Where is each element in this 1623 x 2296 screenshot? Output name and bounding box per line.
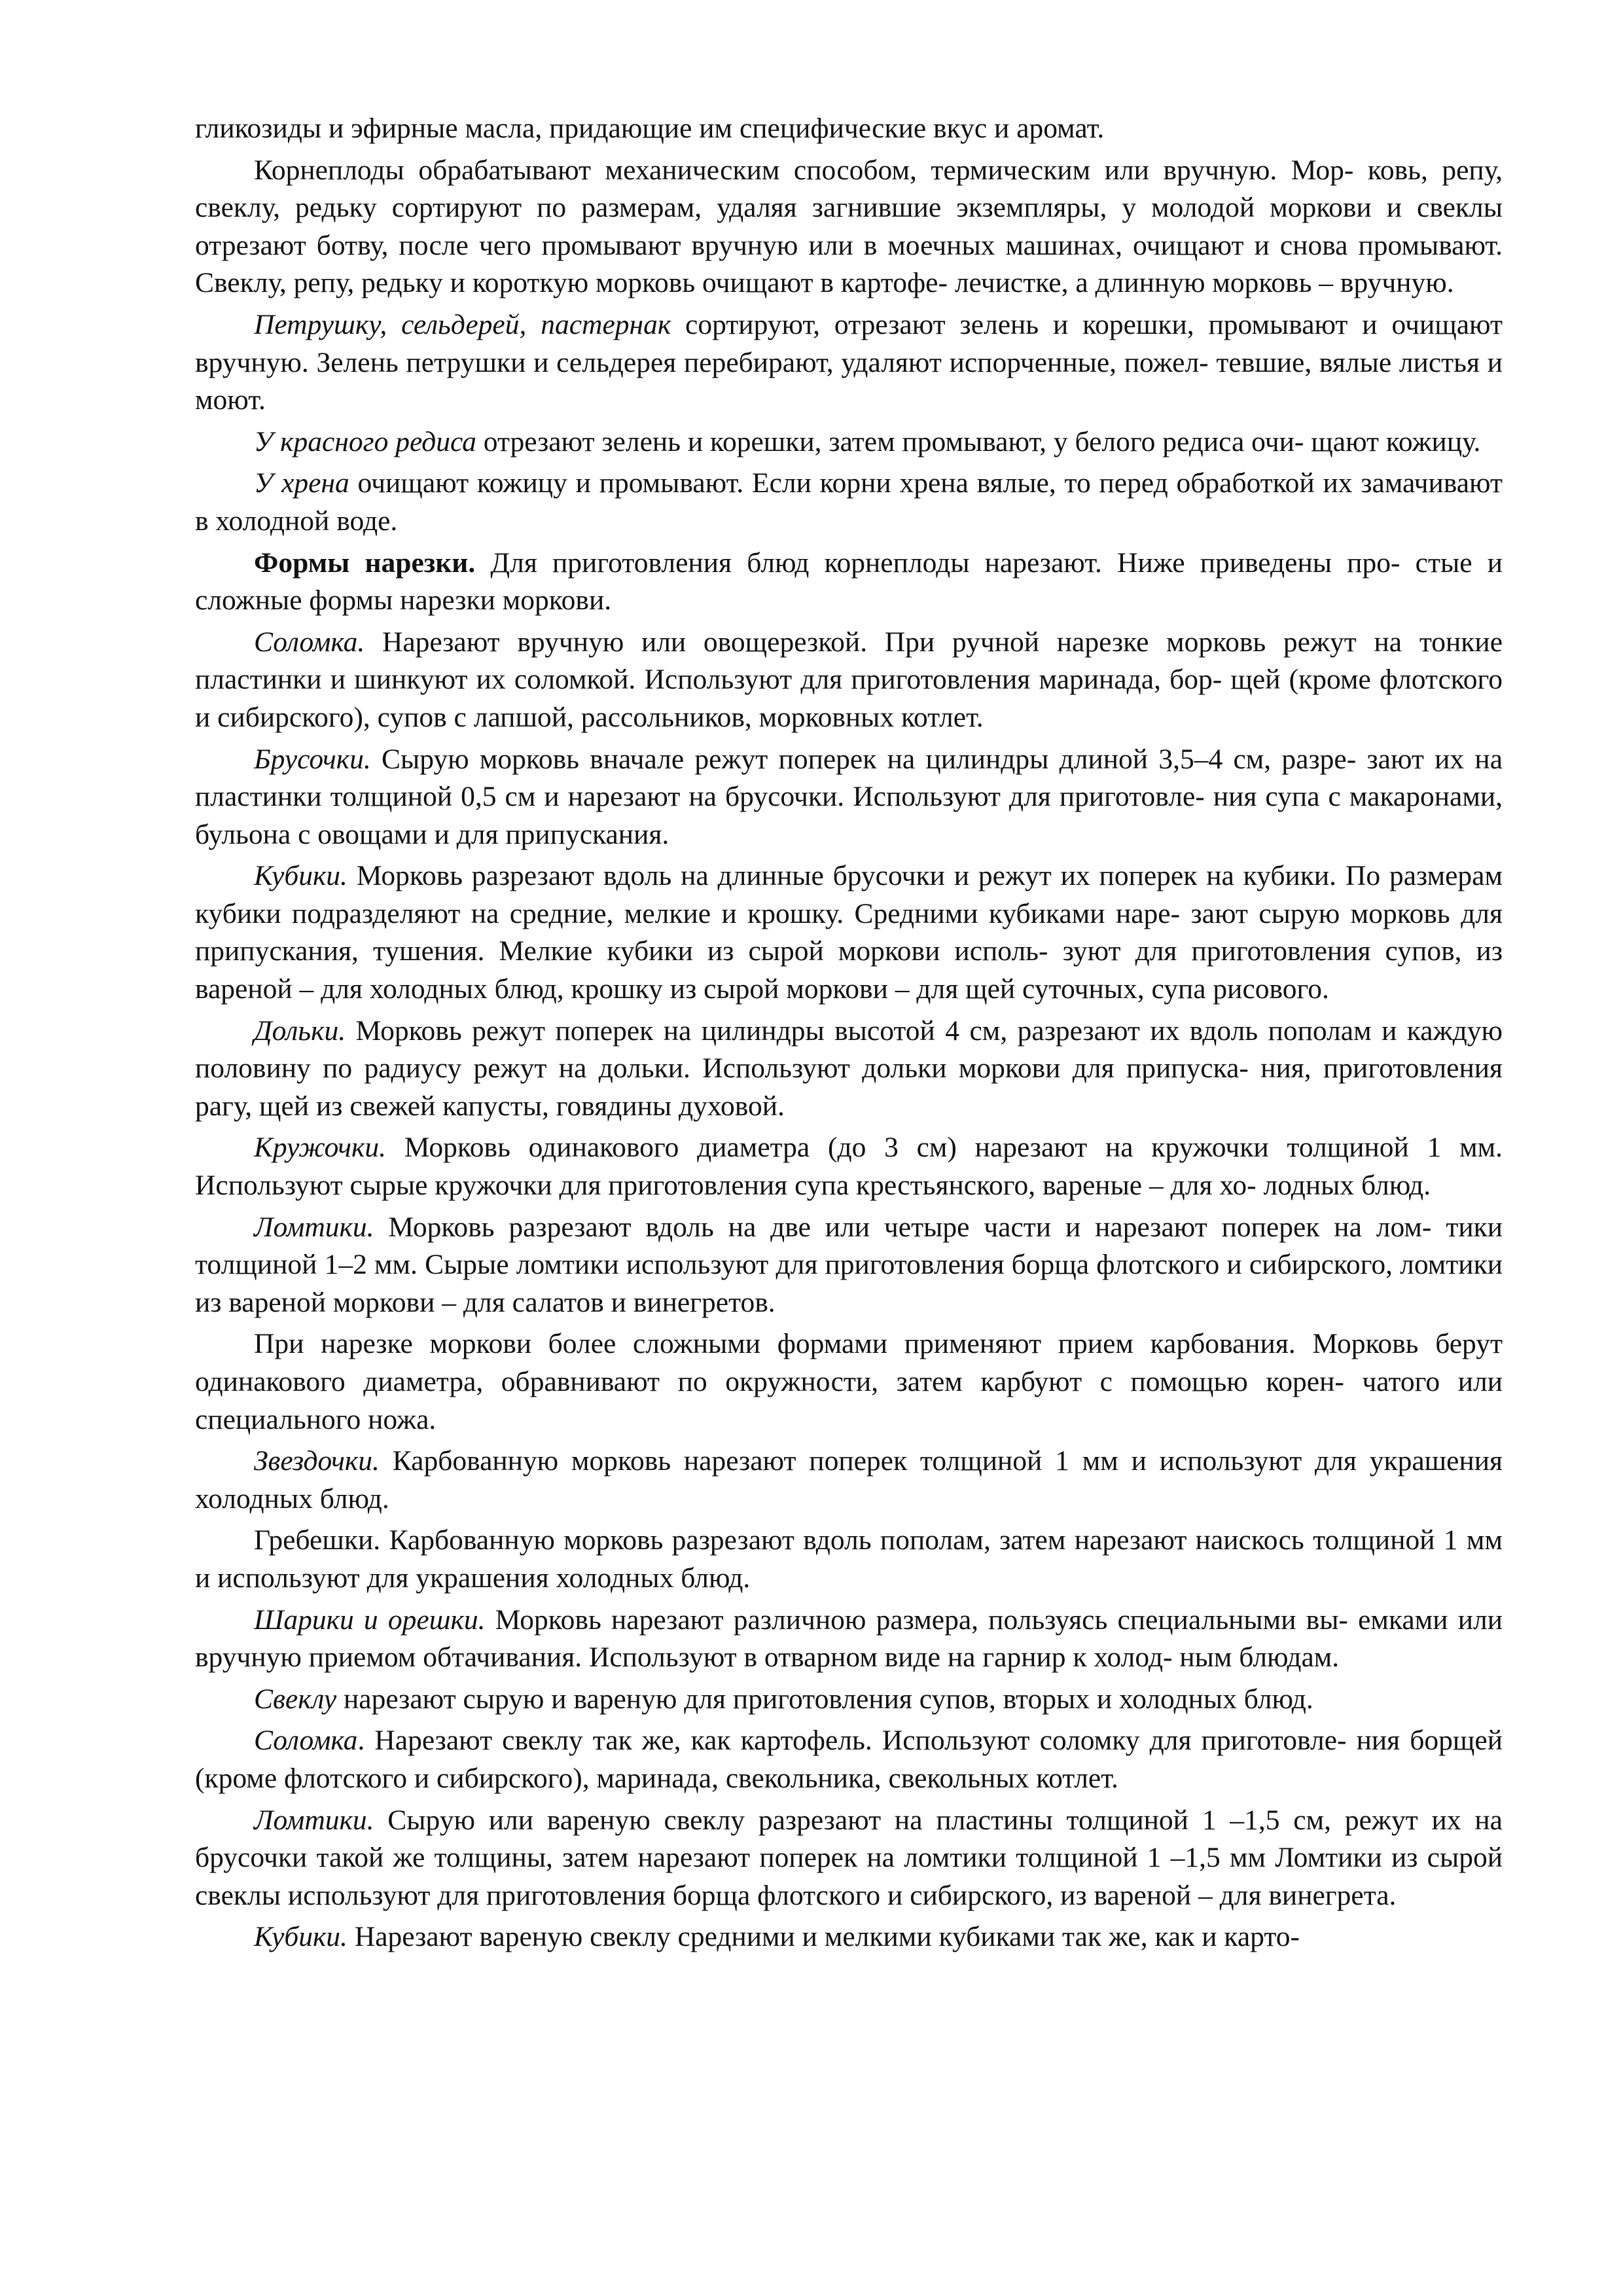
text-line [254,626,1402,658]
text-run: тонкие пластинки и шинкуют их соломкой. Используют для приготовления маринада, бор- [195,626,1503,696]
paragraph [195,1443,1503,1518]
paragraph [195,1722,1503,1797]
text-run: щей (кроме флотского и сибирского), супов с лапшой, рассольников, морковных котлет. [195,664,1503,733]
text-line [254,1328,1419,1359]
paragraph [195,545,1503,620]
paragraph [195,1522,1503,1597]
text-line [254,1445,1357,1477]
text-line [254,1683,1313,1715]
text-run: Нарезают вареную свеклу средними и мелкими кубиками так же, как и карто- [347,1921,1300,1953]
text-run: Морковь разрезают вдоль на две или четыре части и нарезают поперек на лом- [374,1211,1432,1243]
italic-term: Звездочки. [254,1445,380,1477]
paragraph [195,465,1503,540]
text-run: тики толщиной 1–2 мм. Сырые ломтики используют для приготовления борща флотского и [195,1211,1503,1281]
paragraph [195,857,1503,1008]
italic-term: Ломтики. [254,1804,374,1836]
text-run: зуют для приготовления супов, из вареной – для холодных блюд, крошку из сырой моркови – [195,935,1503,1005]
paragraph [195,110,1503,148]
text-line [916,973,1329,1005]
text-run: и каждую половину по радиусу режут на дольки. Используют дольки моркови для припуска- [195,1014,1503,1085]
text-run: отрезают зелень и корешки, затем промывают, у белого редиса очи- [476,425,1304,457]
text-line [254,467,1315,499]
paragraph [195,1325,1503,1439]
italic-term: Кубики. [254,1921,348,1953]
text-line [254,426,1304,457]
text-line [254,547,1400,579]
text-run: берут одинакового диаметра, обравнивают по окружности, затем карбуют с помощью корен- [195,1328,1503,1397]
text-line [254,1804,1418,1836]
text-run: гликозиды и эфирные масла, придающие им специфические вкус и аромат. [195,113,1105,144]
italic-term: Дольки. [254,1014,346,1047]
paragraph [195,624,1503,737]
text-run: Морковь разрезают вдоль на длинные брусочки и режут их поперек на кубики. [347,860,1337,892]
text-run: очищают вручную. Зелень петрушки и сельдерея перебирают, удаляют испорченные, пожел- [195,308,1503,378]
text-run: Нарезают вручную или овощерезкой. При ручной нарезке морковь режут на [365,626,1402,658]
text-run: лечистке, а длинную морковь – вручную. [954,267,1454,299]
text-run: Морковь нарезают различною размера, пользуясь специальными вы- [485,1604,1348,1636]
text-run: Морковь режут поперек на цилиндры высотой 4 см, разрезают их вдоль пополам [346,1014,1372,1047]
text-run: моркови и свеклы отрезают ботву, после чего промывают вручную или в моечных машинах, [195,192,1503,261]
paragraph [195,1918,1503,1956]
text-line [1264,1170,1431,1201]
italic-term: Свеклу [254,1683,337,1715]
text-run: чатого или специального ножа. [195,1366,1503,1435]
text-run: их на брусочки такой же толщины, затем нарезают поперек на ломтики толщиной 1 –1,5 мм [195,1804,1503,1874]
text-run: Сырую морковь вначале режут поперек на цилиндры длиной 3,5–4 см, разре- [370,743,1357,775]
text-line [254,1604,1348,1636]
text-line [254,1524,1304,1556]
text-run: украшения холодных блюд. [195,1445,1503,1515]
text-run: ния супа с макаронами, бульона с овощами и для припускания. [195,781,1503,850]
paragraph [195,306,1503,420]
text-run: При нарезке моркови более сложными формами применяют прием карбования. Морковь [254,1328,1419,1360]
italic-term: Кубики. [254,860,348,892]
text-line [254,744,1356,775]
paragraph [195,1802,1503,1915]
italic-term: Петрушку, сельдерей, пастернак [254,308,671,340]
text-line [254,860,1336,891]
text-run: толщиной 1 мм и используют для украшения холодных блюд. [195,1524,1503,1594]
text-line [254,1211,1431,1243]
paragraph [195,1129,1503,1204]
text-line [254,1921,1300,1952]
text-run: Сырую или вареную свеклу разрезают на пластины толщиной 1 –1,5 см, режут [374,1804,1418,1836]
paragraph [195,1681,1503,1719]
paragraph [195,1209,1503,1322]
text-run: их замачивают в холодной воде. [195,467,1503,537]
text-run: сортируют, отрезают зелень и корешки, промывают и [671,308,1378,340]
paragraph [195,741,1503,854]
text-run: стые и сложные формы нарезки моркови. [195,547,1503,617]
text-run: емками или вручную приемом обтачивания. Используют в отварном виде на гарнир к холод- [195,1604,1503,1674]
text-run: сибирского, ломтики из вареной моркови – для салатов и винегретов. [195,1249,1503,1318]
text-line [1311,426,1480,457]
text-run: ковь, репу, свеклу, редьку сортируют по размерам, удаляя загнившие экземпляры, у молодой [195,154,1503,224]
paragraph [195,423,1503,461]
text-line [195,113,1104,144]
text-line [1179,1641,1339,1673]
text-line [1094,1880,1397,1911]
text-run: зают сырую морковь для припускания, тушения. Мелкие кубики из сырой моркови исполь- [195,897,1503,967]
italic-term: Соломка. [254,626,365,658]
text-line [254,1015,1372,1047]
text-run: очищают и снова промывают. Свеклу, репу, редьку и короткую морковь очищают в картофе- [195,229,1503,299]
italic-term: Ломтики. [254,1211,374,1243]
text-line [254,154,1353,186]
text-run: лодных блюд. [1263,1170,1431,1202]
text-run: очищают кожицу и промывают. Если корни хрена вялые, то перед обработкой [349,467,1315,499]
text-run: щают кожицу. [1311,425,1481,457]
text-run: Для приготовления блюд корнеплоды нарезают. Ниже приведены про- [475,547,1400,579]
text-run: тевшие, вялые листья и моют. [195,346,1503,416]
text-run: По размерам кубики подразделяют на средние, мелкие и крошку. Средними кубиками наре- [195,860,1503,929]
paragraph [195,1602,1503,1677]
text-run: Гребешки. Карбованную морковь разрезают вдоль пополам, затем нарезают наискось [254,1524,1304,1556]
text-run: мм. Используют сырые кружочки для приготовления супа крестьянского, вареные – для хо- [195,1132,1503,1202]
paragraph [195,152,1503,302]
text-run: Ломтики из сырой свеклы используют для приготовления борща флотского и сибирского, из [195,1842,1503,1911]
italic-term: Шарики и орешки. [254,1604,486,1636]
text-run: Морковь одинакового диаметра (до 3 см) нарезают на кружочки толщиной 1 [386,1132,1442,1164]
text-line [254,309,1378,340]
text-run: ния, приготовления рагу, щей из свежей капусты, говядины духовой. [195,1052,1503,1122]
text-run: ным блюдам. [1179,1641,1340,1674]
bold-heading: Формы нарезки. [254,547,476,579]
italic-term: Брусочки. [254,743,371,775]
text-run: для щей суточных, супа рисового. [916,973,1329,1005]
italic-term: Соломка [254,1725,358,1757]
text-run: вареной – для винегрета. [1094,1879,1397,1911]
text-run: нарезают сырую и вареную для приготовления супов, вторых и холодных блюд. [336,1683,1313,1715]
text-line [955,267,1454,298]
text-run: Корнеплоды обрабатывают механическим способом, термическим или вручную. Мор- [254,154,1354,186]
italic-term: У красного редиса [254,425,476,457]
text-run: Карбованную морковь нарезают поперек толщиной 1 мм и используют для [379,1445,1357,1477]
italic-term: Кружочки. [254,1132,387,1164]
italic-term: У хрена [254,467,349,499]
paragraph [195,1013,1503,1126]
text-run: . Нарезают свеклу так же, как картофель. Используют соломку для приготовле- [357,1725,1347,1757]
text-line [254,1725,1346,1756]
text-run: ния борщей (кроме флотского и сибирского), маринада, свекольника, свекольных котлет. [195,1725,1503,1794]
text-line [254,1132,1441,1163]
text-run: зают их на пластинки толщиной 0,5 см и нарезают на брусочки. Используют для приготовле- [195,743,1503,813]
body-text [195,110,1503,1956]
